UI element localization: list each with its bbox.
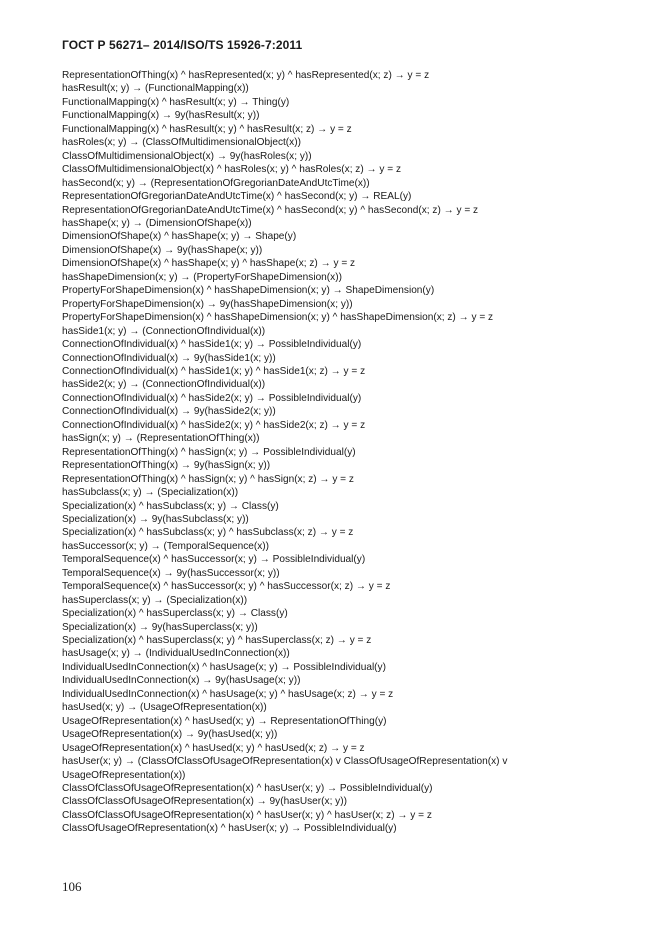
formula-line: ClassOfClassOfUsageOfRepresentation(x) ^ hasUser(x; y) → PossibleIndividual(y): [62, 783, 433, 795]
formula-line: ClassOfMultidimensionalObject(x) → 9y(hasRoles(x; y)): [62, 150, 312, 162]
formula-line: UsageOfRepresentation(x) ^ hasUsed(x; y) → RepresentationOfThing(y): [62, 715, 387, 727]
formula-line: hasSign(x; y) → (RepresentationOfThing(x)): [62, 433, 260, 445]
formula-line: ClassOfClassOfUsageOfRepresentation(x) → 9y(hasUser(x; y)): [62, 796, 347, 808]
formula-line: hasResult(x; y) → (FunctionalMapping(x)): [62, 83, 249, 95]
formula-line: RepresentationOfThing(x) ^ hasSign(x; y) → PossibleIndividual(y): [62, 446, 356, 458]
formula-line: IndividualUsedInConnection(x) ^ hasUsage(x; y) → PossibleIndividual(y): [62, 661, 386, 673]
formula-line: Specialization(x) → 9y(hasSuperclass(x; y)): [62, 621, 258, 633]
formula-line: FunctionalMapping(x) → 9y(hasResult(x; y)): [62, 110, 260, 122]
formula-line: hasShape(x; y) → (DimensionOfShape(x)): [62, 217, 252, 229]
formula-line: TemporalSequence(x) ^ hasSuccessor(x; y) → PossibleIndividual(y): [62, 554, 366, 566]
formula-line: hasSide1(x; y) → (ConnectionOfIndividual(x)): [62, 325, 266, 337]
formula-line: PropertyForShapeDimension(x) ^ hasShapeDimension(x; y) → ShapeDimension(y): [62, 285, 435, 297]
formula-line: UsageOfRepresentation(x) ^ hasUsed(x; y) ^ hasUsed(x; z) → y = z: [62, 742, 365, 754]
formula-line: ClassOfClassOfUsageOfRepresentation(x) ^ hasUser(x; y) ^ hasUser(x; z) → y = z: [62, 809, 432, 821]
formula-line: RepresentationOfThing(x) ^ hasRepresented(x; y) ^ hasRepresented(x; z) → y = z: [62, 70, 430, 81]
formula-line: Specialization(x) ^ hasSuperclass(x; y) → Class(y): [62, 608, 288, 620]
formula-line: DimensionOfShape(x) → 9y(hasShape(x; y)): [62, 244, 263, 256]
formula-line: ConnectionOfIndividual(x) ^ hasSide2(x; y) ^ hasSide2(x; z) → y = z: [62, 419, 366, 431]
formula-line: ConnectionOfIndividual(x) ^ hasSide1(x; y) ^ hasSide1(x; z) → y = z: [62, 365, 366, 377]
formula-line: hasUsed(x; y) → (UsageOfRepresentation(x)): [62, 702, 267, 714]
formula-list: [62, 69, 622, 836]
formula-line: RepresentationOfThing(x) → 9y(hasSign(x; y)): [62, 460, 271, 472]
formula-line: ClassOfMultidimensionalObject(x) ^ hasRoles(x; y) ^ hasRoles(x; z) → y = z: [62, 164, 402, 176]
formula-line: Specialization(x) ^ hasSubclass(x; y) ^ hasSubclass(x; z) → y = z: [62, 527, 354, 539]
formula-line: hasSuccessor(x; y) → (TemporalSequence(x)): [62, 540, 269, 552]
formula-line: PropertyForShapeDimension(x) ^ hasShapeDimension(x; y) ^ hasShapeDimension(x; z) → y = z: [62, 312, 494, 324]
formula-line: Specialization(x) ^ hasSuperclass(x; y) ^ hasSuperclass(x; z) → y = z: [62, 635, 372, 647]
formula-line: ConnectionOfIndividual(x) ^ hasSide2(x; y) → PossibleIndividual(y): [62, 392, 362, 404]
formula-line: ClassOfUsageOfRepresentation(x) ^ hasUser(x; y) → PossibleIndividual(y): [62, 823, 397, 835]
page-header-standard-code: ГОСТ Р 56271– 2014/ISO/TS 15926-7:2011: [62, 38, 303, 52]
formula-line: TemporalSequence(x) → 9y(hasSuccessor(x; y)): [62, 567, 280, 579]
formula-line: IndividualUsedInConnection(x) → 9y(hasUsage(x; y)): [62, 675, 301, 687]
formula-line: FunctionalMapping(x) ^ hasResult(x; y) → Thing(y): [62, 96, 290, 108]
formula-line: PropertyForShapeDimension(x) → 9y(hasShapeDimension(x; y)): [62, 298, 353, 310]
formula-line: IndividualUsedInConnection(x) ^ hasUsage(x; y) ^ hasUsage(x; z) → y = z: [62, 688, 394, 700]
formula-line: hasSuperclass(x; y) → (Specialization(x)): [62, 594, 248, 606]
formula-line: hasSecond(x; y) → (RepresentationOfGregorianDateAndUtcTime(x)): [62, 177, 370, 189]
formula-line: RepresentationOfGregorianDateAndUtcTime(x) ^ hasSecond(x; y) → REAL(y): [62, 191, 412, 203]
formula-line: ConnectionOfIndividual(x) ^ hasSide1(x; y) → PossibleIndividual(y): [62, 339, 362, 351]
formula-line: hasSubclass(x; y) → (Specialization(x)): [62, 487, 239, 499]
formula-line: Specialization(x) ^ hasSubclass(x; y) → Class(y): [62, 500, 279, 512]
formula-line: RepresentationOfThing(x) ^ hasSign(x; y) ^ hasSign(x; z) → y = z: [62, 473, 354, 485]
formula-line: hasRoles(x; y) → (ClassOfMultidimensionalObject(x)): [62, 137, 301, 149]
formula-line: hasShapeDimension(x; y) → (PropertyForShapeDimension(x)): [62, 271, 342, 283]
formula-line: ConnectionOfIndividual(x) → 9y(hasSide2(x; y)): [62, 406, 276, 418]
formula-line: RepresentationOfGregorianDateAndUtcTime(x) ^ hasSecond(x; y) ^ hasSecond(x; z) → y = z: [62, 204, 479, 216]
page-number: 106: [62, 879, 82, 894]
formula-line: DimensionOfShape(x) ^ hasShape(x; y) → Shape(y): [62, 231, 297, 243]
formula-line: UsageOfRepresentation(x) → 9y(hasUsed(x; y)): [62, 729, 278, 741]
formula-line: hasSide2(x; y) → (ConnectionOfIndividual(x)): [62, 379, 266, 391]
formula-line: hasUser(x; y) → (ClassOfClassOfUsageOfRepresentation(x) v ClassOfUsageOfRepresentation(x) v UsageOfRepresentation(x)): [62, 756, 508, 781]
formula-line: ConnectionOfIndividual(x) → 9y(hasSide1(x; y)): [62, 352, 276, 364]
formula-line: hasUsage(x; y) → (IndividualUsedInConnection(x)): [62, 648, 290, 660]
formula-line: FunctionalMapping(x) ^ hasResult(x; y) ^ hasResult(x; z) → y = z: [62, 123, 352, 135]
formula-line: DimensionOfShape(x) ^ hasShape(x; y) ^ hasShape(x; z) → y = z: [62, 258, 356, 270]
formula-line: Specialization(x) → 9y(hasSubclass(x; y)): [62, 513, 249, 525]
formula-line: TemporalSequence(x) ^ hasSuccessor(x; y) ^ hasSuccessor(x; z) → y = z: [62, 581, 391, 593]
